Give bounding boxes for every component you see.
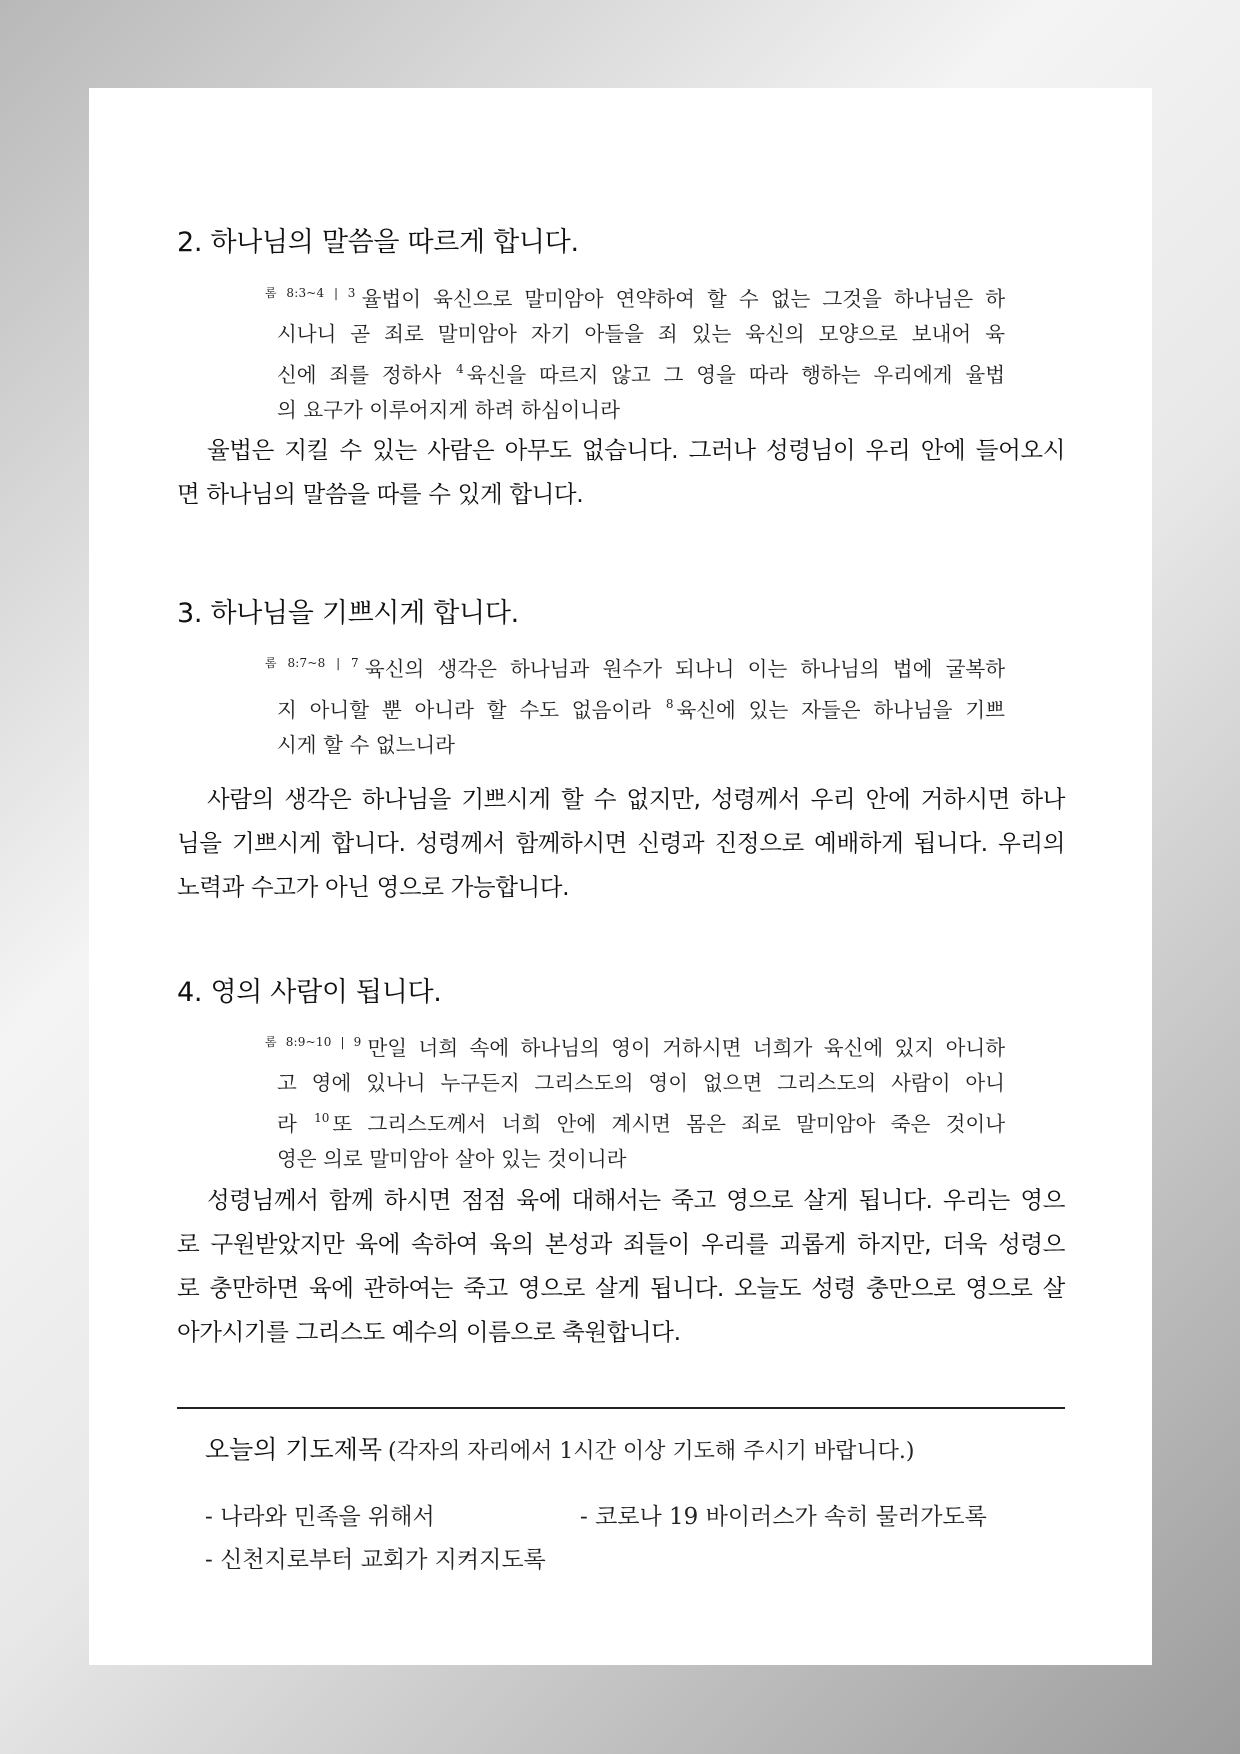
scripture-quote-romans-8-9: [265, 1025, 1005, 1177]
body-line: 면 하나님의 말씀을 따를 수 있게 합니다.: [177, 480, 584, 508]
prayer-note: (각자의 자리에서 1시간 이상 기도해 주시기 바랍니다.): [388, 1439, 915, 1464]
quote-line: 시게 할 수 없느니라: [277, 733, 455, 757]
section-body-4: [177, 1178, 1065, 1354]
prayer-item: - 코로나 19 바이러스가 속히 물러가도록: [580, 1504, 987, 1530]
verse-number: 10: [314, 1111, 330, 1125]
prayer-item: - 나라와 민족을 위해서: [205, 1504, 435, 1530]
quote-line: $^{롬 8:7\sim 8 | 7}$ 육신의 생각은 하나님과 원수가 되나니 이는 하나님의 법에 굴복하: [265, 656, 1006, 681]
scripture-reference: 롬 8:9~10 | 9: [265, 1035, 362, 1049]
quote-line: 지 아니할 뿐 아니라 할 수도 없음이라 $^8$ 육신에 있는 자들은 하나님을 기쁘: [277, 697, 1005, 722]
scripture-reference: 롬 8:3~4 | 3: [265, 286, 356, 300]
prayer-title: 오늘의 기도제목: [205, 1435, 382, 1464]
quote-line: 영은 의로 말미암아 살아 있는 것이니라: [277, 1147, 627, 1171]
body-line: 성령님께서 함께 하시면 점점 육에 대해서는 죽고 영으로 살게 됩니다. 우리는 영으: [207, 1186, 1065, 1214]
verse-number: 8: [665, 697, 674, 711]
section-body-2: [177, 428, 1065, 516]
body-line: 님을 기쁘시게 합니다. 성령께서 함께하시면 신령과 진정으로 예배하게 됩니다. 우리의: [177, 829, 1065, 857]
quote-line: 신에 죄를 정하사 $^4$ 육신을 따르지 않고 그 영을 따라 행하는 우리에게 율법: [277, 362, 1006, 387]
body-line: 로 충만하면 육에 관하여는 죽고 영으로 살게 됩니다. 오늘도 성령 충만으로 영으로 살: [177, 1274, 1065, 1302]
prayer-divider: [177, 1407, 1065, 1409]
verse-number: 4: [456, 362, 464, 376]
body-line: 율법은 지킬 수 있는 사람은 아무도 없습니다. 그러나 성령님이 우리 안에 들어오시: [207, 436, 1065, 464]
quote-line: $^{롬 8:9\sim 10 | 9}$ 만일 너희 속에 하나님의 영이 거하시면 너희가 육신에 있지 아니하: [265, 1035, 1006, 1060]
body-line: 아가시기를 그리스도 예수의 이름으로 축원합니다.: [177, 1318, 681, 1346]
quote-line: 라 $^{10}$ 또 그리스도께서 너희 안에 계시면 몸은 죄로 말미암아 죽은 것이나: [277, 1111, 1005, 1136]
scripture-quote-romans-8-7: [265, 646, 1005, 763]
quote-line: 의 요구가 이루어지게 하려 하심이니라: [277, 398, 620, 422]
scripture-quote-romans-8-3: [265, 276, 1005, 428]
scripture-reference: 롬 8:7~8 | 7: [265, 656, 359, 670]
prayer-heading: [205, 1430, 914, 1466]
prayer-item: - 신천지로부터 교회가 지켜지도록: [205, 1547, 546, 1573]
section-heading-3: 3. 하나님을 기쁘시게 합니다.: [177, 598, 519, 629]
body-line: 노력과 수고가 아닌 영으로 가능합니다.: [177, 873, 570, 901]
body-line: 사람의 생각은 하나님을 기쁘시게 할 수 없지만, 성령께서 우리 안에 거하시면 하나: [207, 785, 1065, 813]
bulletin-page: [89, 88, 1152, 1665]
section-body-3: [177, 777, 1065, 909]
quote-line: $^{롬 8:3\sim 4 | 3}$ 율법이 육신으로 말미암아 연약하여 할 수 없는 그것을 하나님은 하: [265, 286, 1005, 311]
quote-line: 시나니 곧 죄로 말미암아 자기 아들을 죄 있는 육신의 모양으로 보내어 육: [277, 322, 1005, 346]
section-heading-4: 4. 영의 사람이 됩니다.: [177, 977, 442, 1008]
body-line: 로 구원받았지만 육에 속하여 육의 본성과 죄들이 우리를 괴롭게 하지만, 더욱 성령으: [177, 1230, 1065, 1258]
section-heading-2: 2. 하나님의 말씀을 따르게 합니다.: [177, 227, 579, 258]
quote-line: 고 영에 있나니 누구든지 그리스도의 영이 없으면 그리스도의 사람이 아니: [277, 1071, 1005, 1095]
